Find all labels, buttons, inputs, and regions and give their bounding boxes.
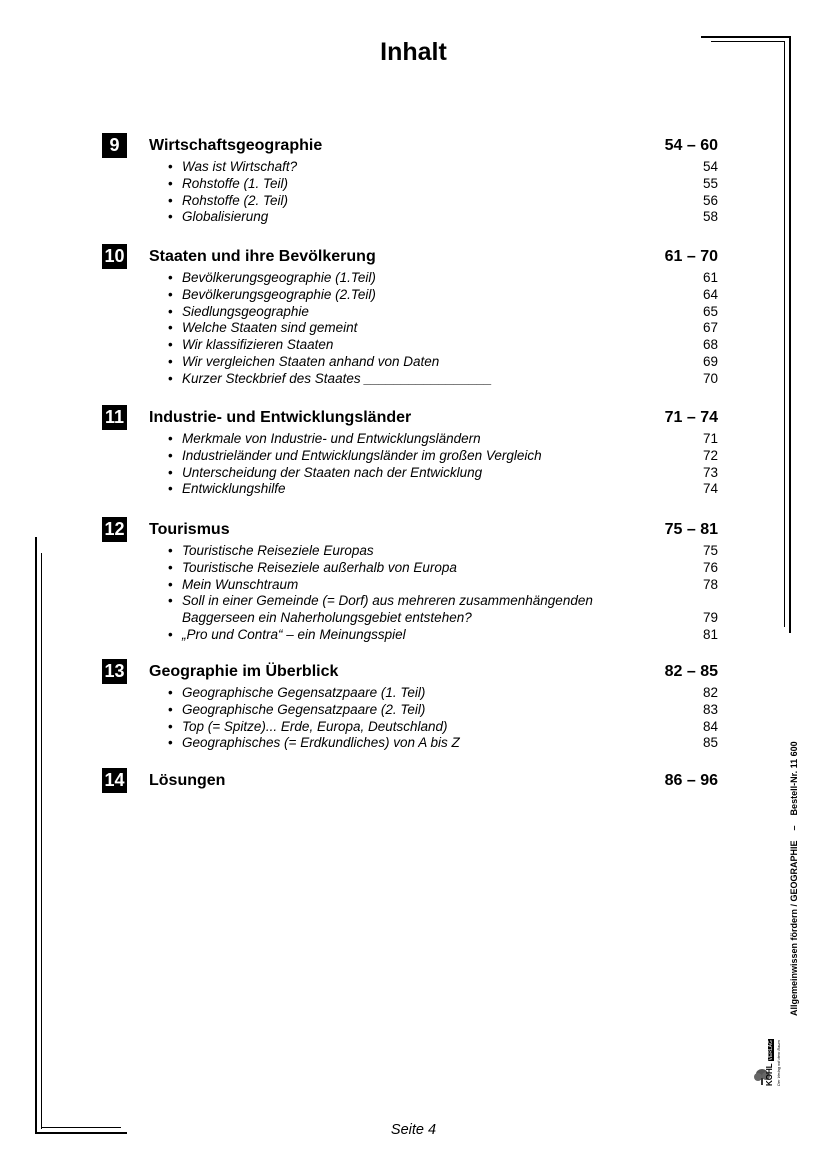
section-number: 12	[102, 517, 127, 542]
section-page-range: 75 – 81	[664, 521, 718, 538]
bullet-icon: •	[168, 559, 173, 575]
section-item-list	[102, 270, 718, 388]
item-title: Rohstoffe (2. Teil)	[182, 192, 289, 208]
item-title: Geographische Gegensatzpaare (2. Teil)	[182, 701, 426, 717]
section-title: Industrie- und Entwicklungsländer	[149, 409, 412, 426]
section-page-range: 86 – 96	[664, 772, 718, 789]
bullet-icon: •	[168, 270, 173, 285]
item-title: Was ist Wirtschaft?	[182, 159, 298, 174]
list-item	[102, 685, 718, 702]
sidebar-separator: –	[789, 825, 799, 831]
list-item	[102, 735, 718, 752]
bullet-icon: •	[168, 447, 173, 463]
item-title: Unterscheidung der Staaten nach der Entwicklung	[182, 464, 483, 480]
item-page-number: 81	[702, 626, 718, 642]
item-title: Industrieländer und Entwicklungsländer im großen Vergleich	[182, 447, 542, 463]
page-footer: Seite 4	[390, 1122, 437, 1138]
item-title: Touristische Reiseziele außerhalb von Europa	[182, 559, 457, 575]
item-title: Bevölkerungsgeographie (2.Teil)	[182, 286, 376, 302]
section-number: 9	[102, 133, 127, 158]
section-page-range: 54 – 60	[664, 137, 718, 154]
bullet-icon: •	[168, 431, 173, 446]
list-item	[102, 431, 718, 448]
frame-top-right-outer	[701, 36, 791, 38]
list-item	[102, 560, 718, 577]
item-page-number: 58	[702, 209, 718, 225]
list-item	[102, 702, 718, 719]
item-page-number: 67	[702, 320, 718, 336]
item-title: Touristische Reiseziele Europas	[182, 543, 374, 558]
bullet-icon: •	[168, 481, 173, 497]
list-item	[102, 627, 718, 644]
list-item	[102, 337, 718, 354]
item-title: Globalisierung	[182, 209, 269, 225]
section-item-list	[102, 543, 718, 644]
section-title: Staaten und ihre Bevölkerung	[149, 248, 376, 265]
frame-right-inner	[784, 41, 785, 627]
logo-tagline: Der Verlag mit dem Baum	[776, 1040, 781, 1086]
item-page-number: 78	[702, 576, 718, 592]
section-number: 14	[102, 768, 127, 793]
item-page-number: 72	[702, 447, 718, 463]
bullet-icon: •	[168, 303, 173, 319]
logo-badge: VERLAG	[768, 1040, 774, 1061]
section-heading	[102, 244, 718, 270]
item-title: „Pro und Contra“ – ein Meinungsspiel	[182, 626, 406, 642]
item-page-number: 69	[702, 353, 718, 369]
list-item	[102, 371, 718, 388]
publisher-logo	[752, 1020, 782, 1086]
frame-left-inner	[41, 553, 42, 1129]
section-title: Tourismus	[149, 521, 230, 538]
item-title: Merkmale von Industrie- und Entwicklungsländern	[182, 431, 481, 446]
toc-section	[102, 659, 718, 752]
list-item	[102, 209, 718, 226]
section-item-list	[102, 431, 718, 498]
bullet-icon: •	[168, 159, 173, 174]
section-title: Lösungen	[149, 772, 226, 789]
list-item	[102, 448, 718, 465]
bullet-icon: •	[168, 209, 173, 225]
toc-section	[102, 244, 718, 388]
item-page-number: 71	[702, 431, 718, 446]
item-title: Top (= Spitze)... Erde, Europa, Deutschland)	[182, 718, 448, 734]
sidebar-series: Allgemeinwissen fördern / GEOGRAPHIE	[789, 840, 799, 1016]
item-page-number: 82	[702, 685, 718, 700]
section-heading	[102, 659, 718, 685]
bullet-icon: •	[168, 701, 173, 717]
section-title: Geographie im Überblick	[149, 663, 339, 680]
list-item	[102, 543, 718, 560]
section-page-range: 61 – 70	[664, 248, 718, 265]
bullet-icon: •	[168, 593, 173, 609]
bullet-icon: •	[168, 464, 173, 480]
item-title: Geographisches (= Erdkundliches) von A bis Z	[182, 735, 460, 751]
toc-section	[102, 768, 718, 794]
item-title: Wir vergleichen Staaten anhand von Daten	[182, 353, 440, 369]
item-title: Geographische Gegensatzpaare (1. Teil)	[182, 685, 426, 700]
bullet-icon: •	[168, 685, 173, 700]
list-item	[102, 481, 718, 498]
frame-right-outer	[789, 36, 791, 633]
sidebar-order-number: Bestell-Nr. 11 600	[789, 741, 799, 816]
item-page-number: 61	[702, 270, 718, 285]
toc-section	[102, 517, 718, 644]
list-item	[102, 465, 718, 482]
section-item-list	[102, 685, 718, 752]
item-page-number: 84	[702, 718, 718, 734]
list-item	[102, 159, 718, 176]
list-item	[102, 304, 718, 321]
list-item	[102, 193, 718, 210]
list-item	[102, 320, 718, 337]
section-number: 13	[102, 659, 127, 684]
frame-top-right-inner	[711, 41, 785, 42]
list-item	[102, 593, 718, 627]
list-item	[102, 719, 718, 736]
list-item	[102, 354, 718, 371]
section-page-range: 71 – 74	[664, 409, 718, 426]
bullet-icon: •	[168, 370, 173, 386]
item-page-number: 65	[702, 303, 718, 319]
item-page-number: 54	[702, 159, 718, 174]
section-number: 10	[102, 244, 127, 269]
toc-section	[102, 133, 718, 226]
list-item	[102, 287, 718, 304]
item-page-number: 70	[702, 370, 718, 386]
page-title: Inhalt	[380, 38, 447, 66]
frame-left-outer	[35, 537, 37, 1134]
bullet-icon: •	[168, 320, 173, 336]
section-heading	[102, 517, 718, 543]
item-title: Siedlungsgeographie	[182, 303, 309, 319]
toc-section	[102, 405, 718, 498]
section-item-list	[102, 159, 718, 226]
bullet-icon: •	[168, 353, 173, 369]
item-title: Mein Wunschtraum	[182, 576, 299, 592]
bullet-icon: •	[168, 337, 173, 353]
section-title: Wirtschaftsgeographie	[149, 137, 323, 154]
item-title: Kurzer Steckbrief des Staates _________________	[182, 370, 492, 386]
section-number: 11	[102, 405, 127, 430]
item-page-number: 64	[702, 286, 718, 302]
list-item	[102, 270, 718, 287]
item-title: Soll in einer Gemeinde (= Dorf) aus mehreren zusammenhängenden Baggerseen ein Naherholungsgebiet entstehen?	[182, 593, 593, 626]
bullet-icon: •	[168, 175, 173, 191]
item-page-number: 76	[702, 559, 718, 575]
list-item	[102, 577, 718, 594]
bullet-icon: •	[168, 576, 173, 592]
item-page-number: 55	[702, 175, 718, 191]
list-item	[102, 176, 718, 193]
bullet-icon: •	[168, 543, 173, 558]
item-page-number: 83	[702, 701, 718, 717]
sidebar-imprint	[789, 741, 799, 1016]
item-page-number: 75	[702, 543, 718, 558]
item-page-number: 73	[702, 464, 718, 480]
item-page-number: 74	[702, 481, 718, 497]
bullet-icon: •	[168, 718, 173, 734]
section-page-range: 82 – 85	[664, 663, 718, 680]
item-title: Welche Staaten sind gemeint	[182, 320, 358, 336]
item-page-number: 56	[702, 192, 718, 208]
bullet-icon: •	[168, 286, 173, 302]
section-heading	[102, 405, 718, 431]
item-title: Bevölkerungsgeographie (1.Teil)	[182, 270, 376, 285]
section-heading	[102, 768, 718, 794]
item-page-number: 68	[702, 337, 718, 353]
item-title: Rohstoffe (1. Teil)	[182, 175, 289, 191]
item-title: Entwicklungshilfe	[182, 481, 286, 497]
item-page-number: 85	[702, 735, 718, 751]
section-heading	[102, 133, 718, 159]
item-page-number: 79	[702, 610, 718, 626]
logo-name: KOHL	[765, 1063, 774, 1086]
bullet-icon: •	[168, 626, 173, 642]
bullet-icon: •	[168, 735, 173, 751]
bullet-icon: •	[168, 192, 173, 208]
item-title: Wir klassifizieren Staaten	[182, 337, 334, 353]
logo-text	[766, 1039, 775, 1086]
